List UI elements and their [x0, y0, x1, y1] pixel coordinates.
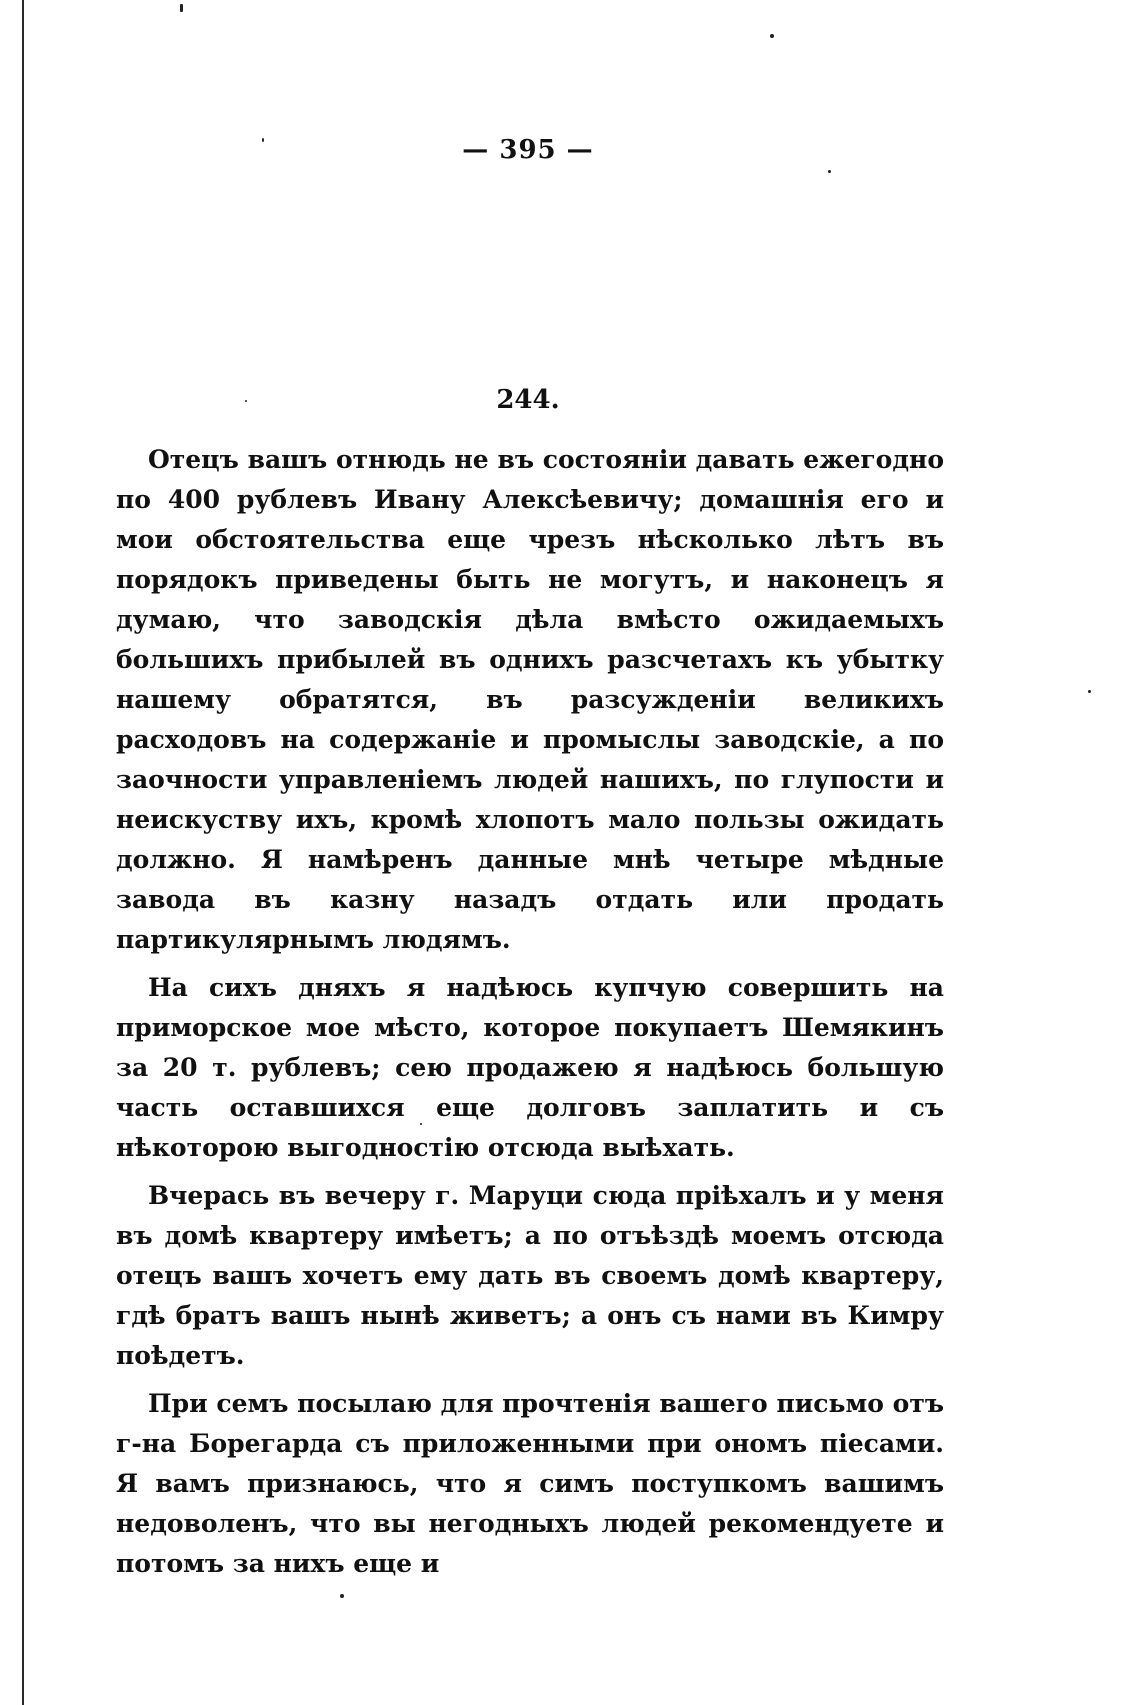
print-speck — [828, 170, 831, 173]
letter-body — [116, 440, 944, 1592]
print-speck — [340, 1594, 344, 1598]
print-speck — [245, 400, 247, 402]
letter-number: 244. — [496, 385, 560, 415]
print-speck — [1088, 690, 1091, 693]
print-speck — [262, 138, 264, 142]
print-speck — [770, 34, 774, 38]
paragraph-1: Отецъ вашъ отнюдь не въ состоянiи давать ежегодно по 400 рублевъ Ивану Алексѣевичу; домашнiя его и мои обстоятельства еще чрезъ нѣсколько лѣтъ въ порядокъ приведены быть не могутъ, и наконецъ я думаю, что заводскiя дѣла вмѣсто ожидаемыхъ большихъ прибылей въ однихъ разсчетахъ къ убытку нашему обратятся, въ разсужденiи великихъ расходовъ на содержанiе и промыслы заводскiе, а по заочности управленiемъ людей нашихъ, по глупости и неискуству ихъ, кромѣ хлопотъ мало пользы ожидать должно. Я намѣренъ данные мнѣ четыре мѣдные завода въ казну назадъ отдать или продать партикулярнымъ людямъ. — [116, 445, 944, 954]
page-number: — 395 — — [462, 135, 594, 165]
paragraph-3: Вчерась въ вечеру г. Маруци сюда прiѣхалъ и у меня въ домѣ квартеру имѣетъ; а по отъѣздѣ моемъ отсюда отецъ вашъ хочетъ ему дать въ своемъ домѣ квартеру, гдѣ братъ вашъ нынѣ живетъ; а онъ съ нами въ Кимру поѣдетъ. — [116, 1181, 944, 1370]
print-speck — [180, 4, 183, 12]
paragraph-4: При семъ посылаю для прочтенiя вашего письмо отъ г-на Борегарда съ приложенными при ономъ пiесами. Я вамъ признаюсь, что я симъ поступкомъ вашимъ недоволенъ, что вы негодныхъ людей рекомендуете и потомъ за нихъ еще и — [116, 1389, 944, 1578]
print-speck — [420, 1123, 422, 1125]
page-edge-line — [22, 0, 24, 1705]
paragraph-2: На сихъ дняхъ я надѣюсь купчую совершить на приморское мое мѣсто, которое покупаетъ Шемякинъ за 20 т. рублевъ; сею продажею я надѣюсь большую часть оставшихся еще долговъ заплатить и съ нѣкоторою выгодностiю отсюда выѣхать. — [116, 973, 944, 1162]
